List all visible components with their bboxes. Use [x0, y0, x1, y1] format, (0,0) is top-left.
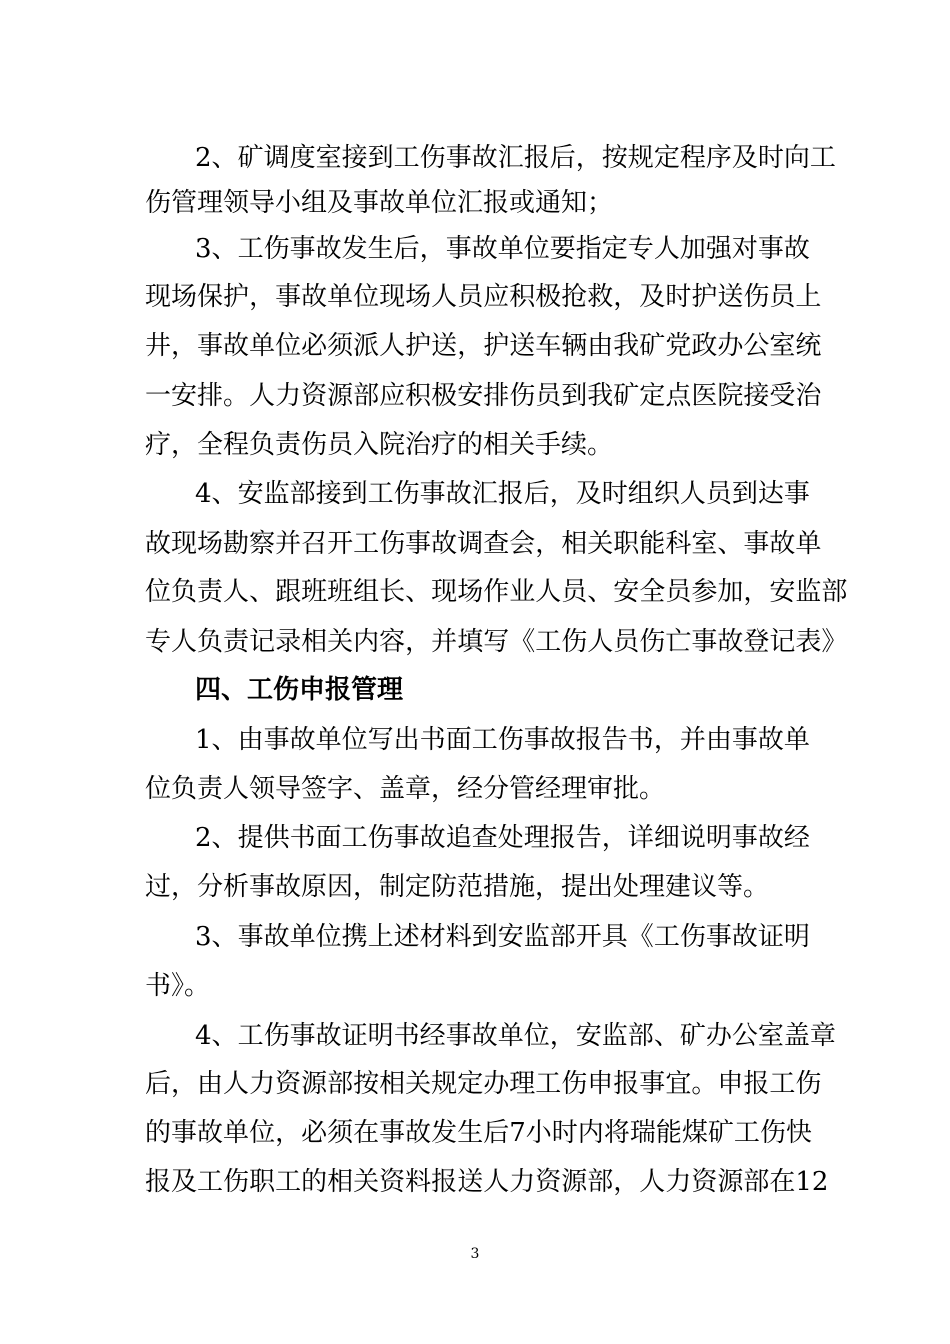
text-line: 故 现 场 勘 察 并 召 开 工 伤 事 故 调 查 会 ， 相 关 职 能 科 室 、 事 故 单	[145, 529, 822, 559]
text-line: 3 、 事 故 单 位 携 上 述 材 料 到 安 监 部 开 具 《 工 伤 事 故 证 明	[195, 922, 810, 952]
text-line: 的 事 故 单 位 ， 必 须 在 事 故 发 生 后 7 小 时 内 将 瑞 能 煤 矿 工 伤 快	[145, 1118, 812, 1148]
text-line: 井 ， 事 故 单 位 必 须 派 人 护 送 ， 护 送 车 辆 由 我 矿 党 政 办 公 室 统	[145, 331, 822, 361]
text-line: 4 、 工 伤 事 故 证 明 书 经 事 故 单 位 ， 安 监 部 、 矿 办 公 室 盖 章	[195, 1021, 836, 1051]
text-line: 4 、 安 监 部 接 到 工 伤 事 故 汇 报 后 ， 及 时 组 织 人 员 到 达 事	[195, 479, 810, 509]
text-line: 疗，全程负责伤员入院治疗的相关手续。	[145, 430, 614, 460]
section-heading: 四、工伤申报管理	[195, 675, 404, 705]
text-line: 位负责人领导签字、盖章，经分管经理审批。	[145, 774, 666, 804]
text-line: 伤管理领导小组及事故单位汇报或通知；	[145, 188, 614, 218]
page-number: 3	[470, 1246, 480, 1262]
text-line: 报 及 工 伤 职 工 的 相 关 资 料 报 送 人 力 资 源 部 ， 人 力 资 源 部 在 12	[145, 1167, 829, 1197]
text-line: 后 ， 由 人 力 资 源 部 按 相 关 规 定 办 理 工 伤 申 报 事 宜 。 申 报 工 伤	[145, 1069, 822, 1099]
text-line: 1 、 由 事 故 单 位 写 出 书 面 工 伤 事 故 报 告 书 ， 并 由 事 故 单	[195, 725, 810, 755]
text-line: 2 、 提 供 书 面 工 伤 事 故 追 查 处 理 报 告 ， 详 细 说 明 事 故 经	[195, 823, 810, 853]
text-line: 一 安 排 。 人 力 资 源 部 应 积 极 安 排 伤 员 到 我 矿 定 点 医 院 接 受 治	[145, 381, 822, 411]
text-line: 位 负 责 人 、 跟 班 班 组 长 、 现 场 作 业 人 员 、 安 全 员 参 加 ， 安 监 部	[145, 577, 848, 607]
text-line: 3 、 工 伤 事 故 发 生 后 ， 事 故 单 位 要 指 定 专 人 加 强 对 事 故	[195, 234, 810, 264]
text-line: 2 、 矿 调 度 室 接 到 工 伤 事 故 汇 报 后 ， 按 规 定 程 序 及 时 向 工	[195, 143, 836, 173]
text-line: 专 人 负 责 记 录 相 关 内 容 ， 并 填 写 《 工 伤 人 员 伤 亡 事 故 登 记 表 》	[145, 627, 848, 657]
text-line: 书》。	[145, 971, 211, 1001]
text-line: 现 场 保 护 ， 事 故 单 位 现 场 人 员 应 积 极 抢 救 ， 及 时 护 送 伤 员 上	[145, 282, 822, 312]
text-line: 过，分析事故原因，制定防范措施，提出处理建议等。	[145, 872, 770, 902]
